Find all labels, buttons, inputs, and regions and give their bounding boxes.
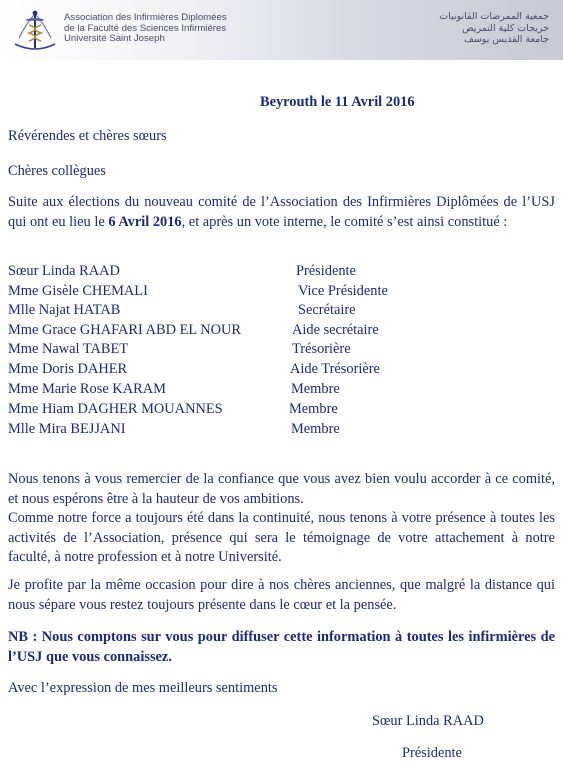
committee-role: Aide secrétaire bbox=[292, 322, 379, 338]
signature-name: Sœur Linda RAAD bbox=[372, 713, 484, 729]
committee-member: Mme Hiam DAGHER MOUANNES Membre bbox=[8, 401, 338, 417]
committee-member: Mme Doris DAHER Aide Trésorière bbox=[8, 361, 380, 377]
alumni-paragraph: Je profite par la même occasion pour dire à nos chères anciennes, que malgré la distance qui nous sépare vous restez toujours présente dans le cœur et la pensée. bbox=[8, 577, 555, 613]
committee-role: Aide Trésorière bbox=[290, 361, 380, 377]
association-name-fr: Association des Infirmières Diplomées de la Faculté des Sciences Infirmières Université Saint Joseph bbox=[64, 12, 227, 44]
closing-line: Avec l’expression de mes meilleurs sentiments bbox=[8, 680, 278, 696]
committee-member: Mlle Najat HATAB Secrétaire bbox=[8, 302, 356, 318]
committee-member: Mme Nawal TABET Trésorière bbox=[8, 341, 351, 357]
signature-title: Présidente bbox=[402, 745, 462, 761]
committee-role: Membre bbox=[289, 401, 338, 417]
committee-member: Mme Marie Rose KARAM Membre bbox=[8, 381, 340, 397]
letterhead bbox=[0, 0, 563, 60]
continuity-paragraph: Comme notre force a toujours été dans la continuité, nous tenons à votre présence à toutes les activités de l’Association, présence qui sera le témoignage de votre attachement à notre faculté, à notre profession et à notre Université. bbox=[8, 510, 555, 565]
intro-paragraph: Suite aux élections du nouveau comité de l’Association des Infirmières Diplômées de l’USJ qui ont eu lieu le 6 Avril 2016, et après un vote interne, le comité s’est ainsi constitué : bbox=[8, 194, 555, 230]
association-name-ar: جمعية الممرضات القانونيات خريجات كلية التمريض جامعة القديس يوسف bbox=[439, 11, 549, 45]
caduceus-logo-icon bbox=[9, 8, 61, 52]
committee-role: Secrétaire bbox=[298, 302, 356, 318]
committee-member: Mme Gisèle CHEMALI Vice Présidente bbox=[8, 283, 388, 299]
committee-role: Trésorière bbox=[292, 341, 351, 357]
salutation-sisters: Révérendes et chères sœurs bbox=[8, 128, 167, 144]
committee-role: Membre bbox=[291, 421, 340, 437]
committee-member: Sœur Linda RAAD Présidente bbox=[8, 263, 356, 279]
date-line: Beyrouth le 11 Avril 2016 bbox=[260, 94, 415, 110]
committee-member: Mlle Mira BEJJANI Membre bbox=[8, 421, 340, 437]
thanks-paragraph: Nous tenons à vous remercier de la confiance que vous avez bien voulu accorder à ce comité, et nous espérons être à la hauteur de vos ambitions. bbox=[8, 471, 555, 507]
nb-note: NB : Nous comptons sur vous pour diffuser cette information à toutes les infirmières de l’USJ que vous connaissez. bbox=[8, 629, 555, 665]
election-date: 6 Avril 2016 bbox=[108, 213, 182, 230]
committee-role: Vice Présidente bbox=[298, 283, 388, 299]
salutation-colleagues: Chères collègues bbox=[8, 163, 106, 179]
committee-member: Mme Grace GHAFARI ABD EL NOUR Aide secrétaire bbox=[8, 322, 379, 338]
committee-role: Présidente bbox=[296, 263, 356, 279]
committee-role: Membre bbox=[291, 381, 340, 397]
